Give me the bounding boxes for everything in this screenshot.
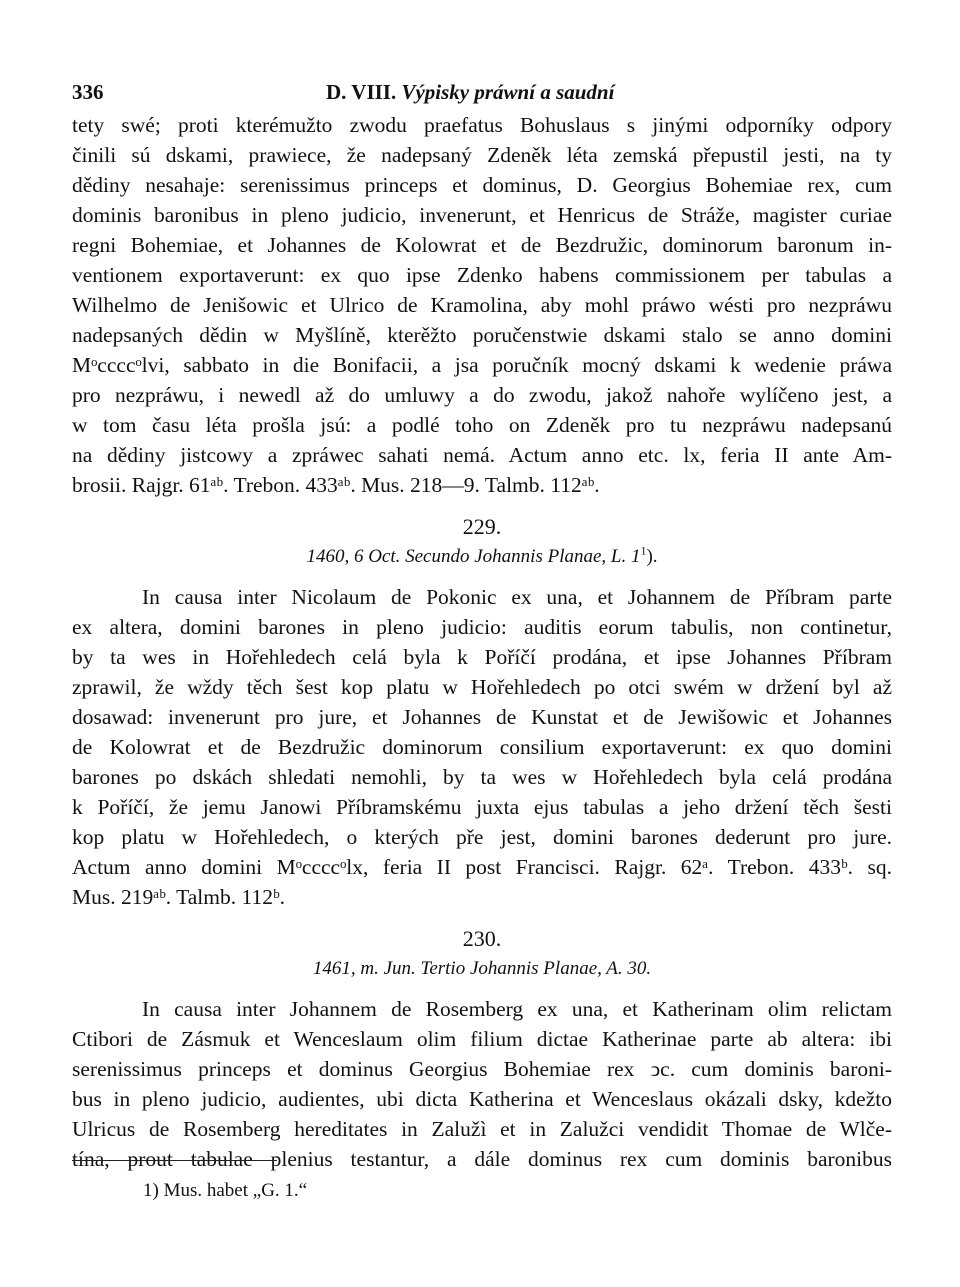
- text-line: zprawil, že wždy těch šest kop platu w Hořehledech po otci swém w držení byl až: [72, 675, 892, 699]
- text-line: kop platu w Hořehledech, o kterých pře jest, domini barones dederunt pro jure.: [72, 825, 892, 849]
- text-line: brosii. Rajgr. 61ᵃᵇ. Trebon. 433ᵃᵇ. Mus. 218—9. Talmb. 112ᵃᵇ.: [72, 473, 600, 497]
- text-line: dosawad: invenerunt pro jure, et Johannes de Kunstat et de Jewišowic et Johannes: [72, 705, 892, 729]
- text-line: Ctibori de Zásmuk et Wenceslaum olim filium dictae Katherinae parte ab altera: ibi: [72, 1027, 892, 1051]
- text-line: k Poříčí, že jemu Janowi Příbramskému juxta ejus tabulas a jeho držení těch šesti: [72, 795, 892, 819]
- running-header: [72, 70, 892, 110]
- paragraph-continuation: [72, 110, 892, 500]
- text-line: Mᵒccccᵒlvi, sabbato in die Bonifacii, a jsa poručník mocný dskami k wedenie práwa: [72, 353, 892, 377]
- section-label: D. VIII.: [326, 80, 397, 104]
- text-line: In causa inter Johannem de Rosemberg ex una, et Katherinam olim relictam: [142, 997, 892, 1021]
- text-line: ex altera, domini barones in pleno judicio: auditis eorum tabulis, non continetur,: [72, 615, 892, 639]
- text-line: ventionem exportaverunt: ex quo ipse Zdenko habens commissionem per tabulas a: [72, 263, 892, 287]
- text-line: dědiny nesahaje: serenissimus princeps et dominus, D. Georgius Bohemiae rex, cum: [72, 173, 892, 197]
- text-line: činili sú dskami, prawiece, že nadepsaný Zdeněk léta zemská přepustil jesti, na ty: [72, 143, 892, 167]
- text-line: tína, prout tabulae plenius testantur, a dále dominus rex cum dominis baronibus: [72, 1147, 892, 1171]
- footnote-mark: 1): [143, 1180, 159, 1201]
- entry-date-text: 1461, m. Jun. Tertio Johannis Planae, A. 30.: [312, 958, 652, 979]
- text-line: de Kolowrat et de Bezdružic dominorum consilium exportaverunt: ex quo domini: [72, 735, 892, 759]
- text-line: na dědiny jistcowy a zpráwec sahati nemá. Actum anno etc. lx, feria II ante Am-: [72, 443, 892, 467]
- text-line: by ta wes in Hořehledech celá byla k Poříčí prodána, et ipse Johannes Příbram: [72, 645, 892, 669]
- text-line: Mus. 219ᵃᵇ. Talmb. 112ᵇ.: [72, 885, 285, 909]
- text-line: Wilhelmo de Jenišowic et Ulrico de Kramolina, aby mohl práwo wésti pro nezpráwu: [72, 293, 892, 317]
- entry-number-229: 229.: [462, 514, 502, 539]
- text-line: barones po dskách shledati nemohli, by ta wes w Hořehledech byla celá prodána: [72, 765, 892, 789]
- footnote-ref: 1: [640, 543, 647, 558]
- text-line: w tom času léta prošla jsú: a podlé toho on Zdeněk pro tu nezpráwu nadepsanú: [72, 413, 892, 437]
- text-line: pro nezpráwu, i newedl až do umluwy a do zwodu, jakož nahoře wylíčeno jest, a: [72, 383, 892, 407]
- entry-number-230: 230.: [462, 926, 502, 951]
- page: [72, 70, 892, 1174]
- text-line: bus in pleno judicio, audientes, ubi dicta Katherina et Wenceslaus okázali dsky, kdežto: [72, 1087, 892, 1111]
- entry-body-229: [72, 582, 892, 912]
- running-title-text: Výpisky práwní a saudní: [401, 80, 615, 104]
- entry-date-229: 1460, 6 Oct. Secundo Johannis Planae, L. $1^1$).: [306, 543, 658, 567]
- entry-date-text: 1460, 6 Oct. Secundo Johannis Planae, L. 1: [306, 546, 641, 567]
- entry-body-230: [72, 994, 892, 1174]
- footnote-divider: [72, 1160, 277, 1161]
- text-line: Ulricus de Rosemberg hereditates in Zalužì et in Zalužci vendidit Thomae de Wlče-: [72, 1117, 892, 1141]
- text-line: Actum anno domini Mᵒccccᵒlx, feria II post Francisci. Rajgr. 62ᵃ. Trebon. 433ᵇ. sq.: [72, 855, 892, 879]
- page-number: 336: [72, 80, 104, 104]
- running-title: [326, 80, 614, 105]
- text-line: In causa inter Nicolaum de Pokonic ex una, et Johannem de Příbram parte: [142, 585, 892, 609]
- text-line: nadepsaných dědin w Myšlíně, kterěžto poručenstwie dskami stalo se anno domini: [72, 323, 892, 347]
- text-line: serenissimus princeps et dominus Georgius Bohemiae rex ↄc. cum dominis baroni-: [72, 1057, 892, 1081]
- text-line: tety swé; proti kterémužto zwodu praefatus Bohuslaus s jinými odporníky odpory: [72, 113, 892, 137]
- text-line: regni Bohemiae, et Johannes de Kolowrat et de Bezdružic, dominorum baronum in-: [72, 233, 892, 257]
- footnote: [143, 1180, 307, 1202]
- entry-date-230: [72, 958, 892, 980]
- footnote-text: Mus. habet „G. 1.“: [163, 1180, 308, 1201]
- text-line: dominis baronibus in pleno judicio, invenerunt, et Henricus de Stráže, magister curiae: [72, 203, 892, 227]
